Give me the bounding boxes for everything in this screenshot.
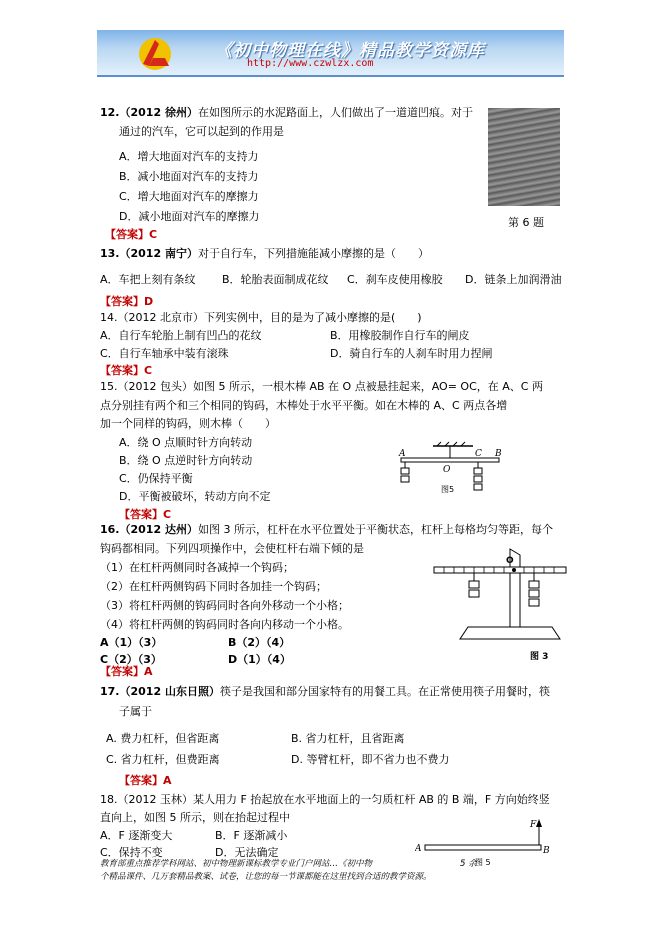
q15-line1: 15.（2012 包头）如图 5 所示，一根木棒 AB 在 O 点被悬挂起来，AO= OC，在 A、C 两 — [100, 380, 543, 393]
q17-answer: 【答案】A — [119, 774, 172, 787]
q13-option-a: A．车把上刻有条纹 — [100, 273, 196, 286]
q17-line1: 17.（2012 山东日照）筷子是我国和部分国家特有的用餐工具。在正常使用筷子用餐时，筷 — [100, 685, 550, 698]
q12-answer: 【答案】C — [105, 228, 158, 241]
q18-fig-caption: 图 5 — [475, 858, 491, 867]
q13-stem: 13.（2012 南宁）对于自行车，下列措施能减小摩擦的是（ ） — [100, 247, 429, 260]
q15-option-c: C．仍保持平衡 — [119, 472, 193, 485]
q16-option-d: D（1）（4） — [228, 653, 291, 666]
q17-option-c: C. 省力杠杆，但费距离 — [106, 753, 220, 766]
q18-line1: 18.（2012 玉林）某人用力 F 抬起放在水平地面上的一匀质杠杆 AB 的 B 端，F 方向始终竖 — [100, 793, 550, 806]
q18-fig-label-a: A — [415, 844, 422, 854]
footer — [100, 858, 570, 884]
q15-option-d: D．平衡被破坏，转动方向不定 — [119, 490, 271, 503]
header-banner — [97, 30, 564, 77]
q15-fig-label-a: A — [399, 449, 406, 459]
q15-option-b: B．绕 O 点逆时针方向转动 — [119, 454, 253, 467]
q15-fig-label-b: B — [495, 449, 502, 459]
q18-fig-label-b: B — [543, 846, 550, 856]
q12-option-a: A．增大地面对汽车的支持力 — [119, 150, 259, 163]
q14-option-c: C．自行车轴承中装有滚珠 — [100, 347, 229, 360]
q16-line2: 钩码都相同。下列四项操作中，会使杠杆右端下倾的是 — [100, 542, 364, 555]
q16-item-2: （2）在杠杆两侧钩码下同时各加挂一个钩码； — [100, 580, 327, 593]
q14-stem: 14.（2012 北京市）下列实例中，目的是为了减小摩擦的是( ) — [100, 311, 422, 324]
q12-option-d: D．减小地面对汽车的摩擦力 — [119, 210, 260, 223]
q17-option-b: B. 省力杠杆，且省距离 — [291, 732, 405, 745]
footer-line2: 个精品课件、几万套精品教案、试卷，让您的每一节课都能在这里找到合适的教学资源。 — [100, 872, 432, 882]
q15-answer: 【答案】C — [119, 508, 172, 521]
q18-option-a: A．F 逐渐变大 — [100, 829, 173, 842]
q15-fig-label-c: C — [475, 449, 482, 459]
q18-fig-label-f: F — [530, 820, 537, 830]
road-photo — [488, 108, 560, 206]
q16-fig-caption: 图 3 — [530, 652, 549, 662]
q15-line2: 点分别挂有两个和三个相同的钩码，木棒处于水平平衡。如在木棒的 A、C 两点各增 — [100, 399, 508, 412]
q14-answer: 【答案】C — [100, 364, 153, 377]
q18-option-c: C．保持不变 — [100, 846, 163, 859]
q12-figure-caption: 第 6 题 — [508, 216, 544, 229]
q15-option-a: A．绕 O 点顺时针方向转动 — [119, 436, 253, 449]
q16-line1: 16.（2012 达州）如图 3 所示，杠杆在水平位置处于平衡状态，杠杆上每格均匀等距，每个 — [100, 523, 553, 536]
q16-item-4: （4）将杠杆两侧的钩码同时各向内移动一个小格。 — [100, 618, 349, 631]
q14-option-d: D．骑自行车的人刹车时用力捏闸 — [330, 347, 493, 360]
q13-option-d: D．链条上加润滑油 — [465, 273, 562, 286]
q12-line1: 12.（2012 徐州）在如图所示的水泥路面上，人们做出了一道道凹痕。对于 — [100, 106, 473, 119]
q17-option-a: A. 费力杠杆，但省距离 — [106, 732, 220, 745]
q13-option-c: C．刹车皮使用橡胶 — [347, 273, 443, 286]
q14-option-b: B．用橡胶制作自行车的闸皮 — [330, 329, 470, 342]
q17-line2: 子属于 — [119, 705, 152, 718]
footer-line1: 教育部重点推荐学科网站、初中物理新课标教学专业门户网站…《初中物 5 余 — [100, 859, 477, 869]
q16-option-a: A（1）（3） — [100, 636, 163, 649]
q16-item-3: （3）将杠杆两侧的钩码同时各向外移动一个小格； — [100, 599, 349, 612]
q16-option-c: C（2）（3） — [100, 653, 162, 666]
q16-fig-label-o: O — [506, 556, 514, 566]
q12-option-b: B．减小地面对汽车的支持力 — [119, 170, 259, 183]
logo-icon — [135, 34, 175, 72]
q12-option-c: C．增大地面对汽车的摩擦力 — [119, 190, 259, 203]
q16-answer: 【答案】A — [100, 665, 153, 678]
q14-option-a: A．自行车轮胎上制有凹凸的花纹 — [100, 329, 262, 342]
q18-line2: 直向上，如图 5 所示，则在抬起过程中 — [100, 811, 290, 824]
q15-fig-label-o: O — [443, 465, 451, 475]
q16-item-1: （1）在杠杆两侧同时各减掉一个钩码； — [100, 561, 294, 574]
lever-figure-q16 — [430, 547, 570, 662]
q12-line2: 通过的汽车，它可以起到的作用是 — [119, 125, 284, 138]
q18-option-d: D．无法确定 — [215, 846, 279, 859]
lever-figure-q15 — [393, 440, 513, 500]
q13-option-b: B．轮胎表面制成花纹 — [222, 273, 329, 286]
q13-answer: 【答案】D — [100, 295, 154, 308]
banner-title: 《初中物理在线》精品教学资源库 — [215, 41, 485, 61]
q17-option-d: D. 等臂杠杆，即不省力也不费力 — [291, 753, 450, 766]
q16-option-b: B（2）（4） — [228, 636, 291, 649]
q18-option-b: B．F 逐渐减小 — [215, 829, 288, 842]
q15-fig-caption: 图5 — [441, 485, 455, 494]
banner-url: http://www.czwlzx.com — [247, 58, 374, 69]
q15-line3: 加一个同样的钩码，则木棒（ ） — [100, 417, 276, 430]
